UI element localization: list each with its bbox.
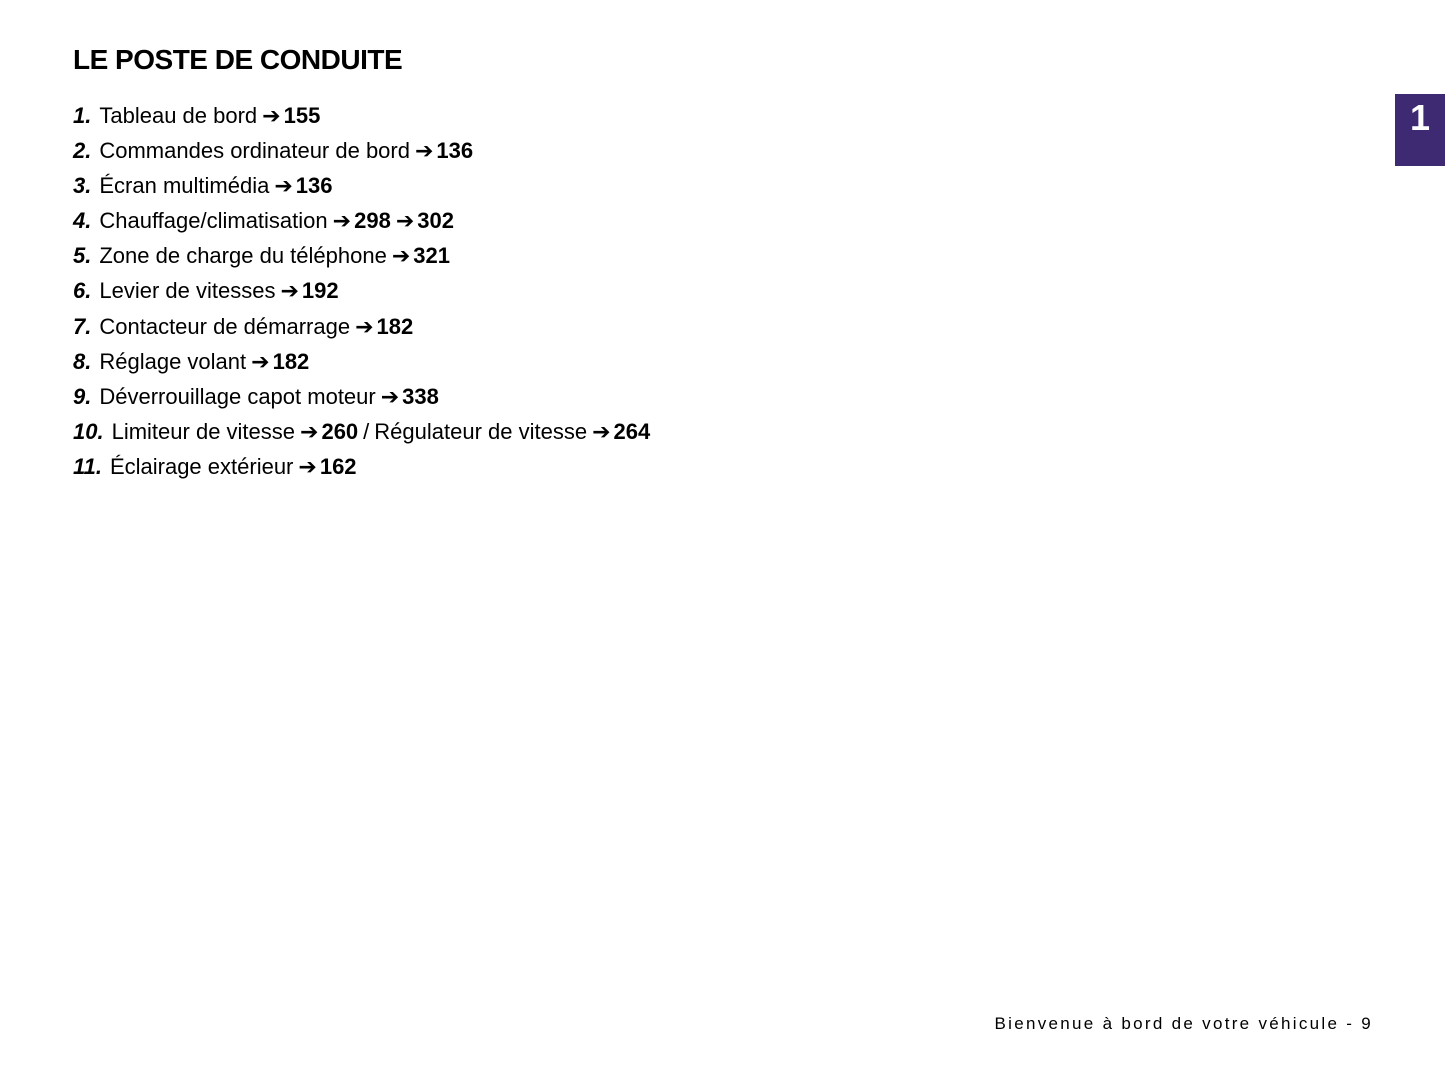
item-number: 10. — [73, 418, 104, 444]
page-reference-link[interactable]: 136 — [436, 138, 474, 164]
page-reference-link[interactable]: 260 — [321, 418, 359, 444]
page-reference-link[interactable]: 192 — [301, 278, 339, 304]
separator: / — [363, 418, 370, 444]
item-number: 11. — [73, 453, 102, 479]
page-reference-link[interactable]: 338 — [402, 383, 439, 409]
item-label: Limiteur de vitesse — [111, 418, 296, 444]
item-number: 4. — [73, 208, 92, 234]
item-number: 2. — [73, 138, 92, 164]
page-reference-link[interactable]: 136 — [295, 173, 333, 199]
list-item — [73, 238, 650, 273]
page-reference-link[interactable]: 302 — [417, 208, 454, 234]
item-label: Chauffage/climatisation — [99, 208, 328, 234]
arrow-right-icon: ➔ — [274, 173, 293, 199]
arrow-right-icon: ➔ — [332, 208, 352, 234]
page-reference-link[interactable]: 182 — [376, 313, 414, 339]
item-label: Réglage volant — [99, 348, 247, 374]
item-label-secondary: Régulateur de vitesse — [374, 418, 588, 444]
item-number: 7. — [73, 313, 92, 339]
page-reference-link[interactable]: 298 — [354, 208, 391, 234]
item-number: 1. — [73, 103, 92, 128]
item-label: Zone de charge du téléphone — [99, 243, 387, 269]
arrow-right-icon: ➔ — [262, 103, 281, 128]
list-item — [73, 98, 650, 133]
arrow-right-icon: ➔ — [380, 383, 400, 409]
item-label: Déverrouillage capot moteur — [99, 383, 376, 409]
arrow-right-icon: ➔ — [280, 278, 299, 304]
list-item — [73, 414, 650, 449]
item-number: 9. — [73, 383, 92, 409]
arrow-right-icon: ➔ — [355, 313, 374, 339]
page-reference-link[interactable]: 264 — [613, 418, 651, 444]
item-label: Éclairage extérieur — [109, 453, 294, 479]
list-item — [73, 203, 650, 238]
item-label: Levier de vitesses — [99, 278, 276, 304]
item-number: 3. — [73, 173, 92, 199]
list-item — [73, 309, 650, 344]
page-reference-link[interactable]: 162 — [319, 453, 357, 479]
arrow-right-icon: ➔ — [391, 243, 411, 269]
item-number: 6. — [73, 278, 92, 304]
page-footer: Bienvenue à bord de votre véhicule - 9 — [994, 1014, 1373, 1033]
list-item — [73, 449, 650, 484]
chapter-tab: 1 — [1395, 94, 1445, 166]
list-item — [73, 273, 650, 308]
list-item — [73, 379, 650, 414]
list-item — [73, 344, 650, 379]
item-label: Tableau de bord — [99, 103, 258, 128]
arrow-right-icon: ➔ — [298, 453, 317, 479]
control-list — [73, 98, 650, 484]
item-label: Contacteur de démarrage — [99, 313, 351, 339]
arrow-right-icon: ➔ — [592, 418, 611, 444]
item-label: Écran multimédia — [99, 173, 270, 199]
page-title: LE POSTE DE CONDUITE — [73, 44, 403, 75]
list-item — [73, 133, 650, 168]
arrow-right-icon: ➔ — [251, 348, 270, 374]
arrow-right-icon: ➔ — [300, 418, 319, 444]
page-reference-link[interactable]: 182 — [272, 348, 310, 374]
item-number: 5. — [73, 243, 92, 269]
item-number: 8. — [73, 348, 92, 374]
item-label: Commandes ordinateur de bord — [99, 138, 410, 164]
page-reference-link[interactable]: 321 — [413, 243, 450, 269]
arrow-right-icon: ➔ — [414, 138, 434, 164]
list-item — [73, 168, 650, 203]
arrow-right-icon: ➔ — [395, 208, 415, 234]
page-reference-link[interactable]: 155 — [283, 103, 321, 128]
